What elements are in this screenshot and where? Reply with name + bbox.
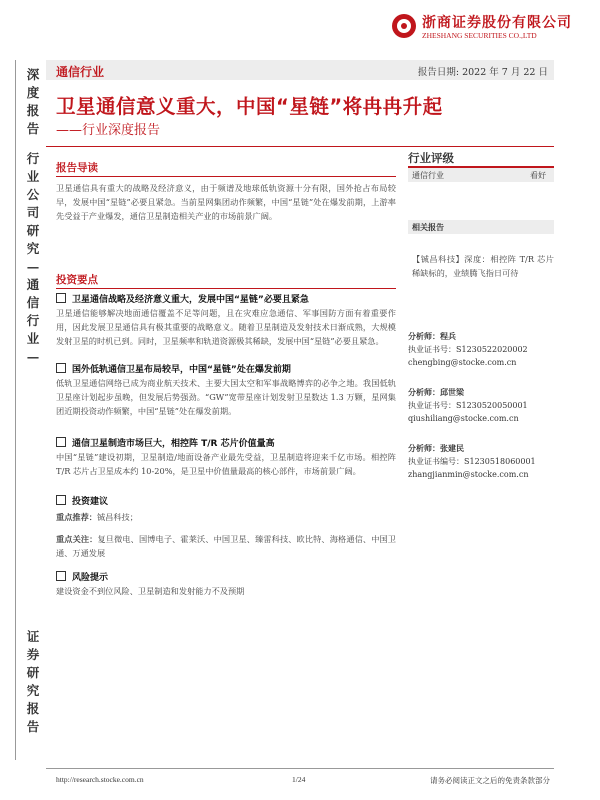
risk-text: 建设资金不到位风险、卫星制造和发射能力不及预期 bbox=[56, 586, 245, 596]
sidebar-char: 究 bbox=[26, 241, 40, 256]
company-name-en: ZHESHANG SECURITIES CO.,LTD bbox=[422, 31, 537, 40]
checkbox-icon bbox=[56, 293, 66, 303]
point-1-title-text: 卫星通信战略及经济意义重大，发展中国“星链”必要且紧急 bbox=[72, 295, 309, 305]
related-report-link[interactable]: 【铖昌科技】深度：相控阵 T/R 芯片稀缺标的，业绩腾飞指日可待 bbox=[412, 254, 554, 278]
point-4-title-text: 投资建议 bbox=[72, 497, 109, 507]
sidebar-char: 行 bbox=[26, 313, 40, 328]
sidebar-char: 业 bbox=[26, 169, 40, 184]
analyst-name-line bbox=[408, 442, 554, 455]
report-date: 报告日期: 2022 年 7 月 22 日 bbox=[417, 67, 548, 78]
analyst-email[interactable]: chengbing@stocke.com.cn bbox=[408, 358, 517, 367]
recommend-value: 铖昌科技； bbox=[96, 512, 138, 522]
analyst-cert: 执业证书编号：S1230518060001 bbox=[408, 457, 536, 466]
checkbox-icon bbox=[56, 571, 66, 581]
sidebar-char: 公 bbox=[26, 187, 40, 202]
recommend-label: 重点推荐： bbox=[56, 512, 97, 522]
sidebar-char: 信 bbox=[26, 295, 40, 310]
point-3-title-text: 通信卫星制造市场巨大，相控阵 T/R 芯片价值量高 bbox=[72, 439, 275, 449]
point-3-text: 中国“星链”建设初期，卫星制造/地面设备产业最先受益，卫星制造将迎来千亿市场。相控阵 T/R 芯片占卫星成本约 10-20%，是卫星中价值量最高的核心部件，市场前景广阔。 bbox=[56, 452, 396, 476]
company-logo-mark bbox=[392, 14, 416, 38]
sidebar-char: 证 bbox=[26, 629, 40, 644]
points-heading: 投资要点 bbox=[56, 274, 98, 286]
industry-label: 通信行业 bbox=[56, 65, 105, 79]
guide-heading: 报告导读 bbox=[56, 162, 98, 174]
report-subtitle: ——行业深度报告 bbox=[56, 123, 161, 138]
point-2-text: 低轨卫星通信网络已成为商业航天技术、主要大国太空和军事战略博弈的必争之地。我国低轨卫星座计划起步虽晚，但发展后势强劲。“GW”宽带星座计划发射卫星数达 1.3 万颗，星网集团近期投资动作频繁，中国“星链”处在爆发前期。 bbox=[56, 378, 396, 416]
sidebar-char: 究 bbox=[26, 683, 40, 698]
sidebar-char: 告 bbox=[26, 719, 40, 734]
sidebar-char: 告 bbox=[26, 121, 40, 136]
sidebar-char: — bbox=[26, 349, 40, 364]
analyst-cert: 执业证书号：S1230520050001 bbox=[408, 401, 528, 410]
title-divider bbox=[46, 146, 554, 147]
analyst-cert: 执业证书号：S1230522020002 bbox=[408, 345, 528, 354]
checkbox-icon bbox=[56, 363, 66, 373]
sidebar-char: 度 bbox=[26, 85, 40, 100]
analyst-label: 分析师： bbox=[408, 388, 440, 397]
sidebar-char: 通 bbox=[26, 277, 40, 292]
point-1-text: 卫星通信能够解决地面通信覆盖不足等问题，且在灾难应急通信、军事国防方面有着重要作用，因此发展卫星通信具有极其重要的战略意义。随着卫星制造及发射技术日渐成熟，大规模发射卫星的时机已到。同时，卫星频率和轨道资源极其稀缺，发展中国“星链”必要且紧急。 bbox=[56, 308, 396, 346]
analyst-card bbox=[408, 330, 554, 369]
report-title: 卫星通信意义重大，中国“星链”将冉冉升起 bbox=[56, 95, 443, 118]
page-number: 1/24 bbox=[292, 775, 306, 784]
related-heading: 相关报告 bbox=[412, 223, 444, 232]
sidebar-char: — bbox=[26, 259, 40, 274]
checkbox-icon bbox=[56, 437, 66, 447]
watch-value: 复旦微电、国博电子、霍莱沃、中国卫星、臻雷科技、欧比特、海格通信、中国卫通、万通发展 bbox=[56, 534, 396, 558]
sidebar-char: 报 bbox=[26, 701, 40, 716]
analyst-name: 张建民 bbox=[440, 444, 464, 453]
sidebar-char: 研 bbox=[26, 665, 40, 680]
sidebar-char: 券 bbox=[26, 647, 40, 662]
sidebar-char: 司 bbox=[26, 205, 40, 220]
guide-text: 卫星通信具有重大的战略及经济意义，由于频谱及地球低轨资源十分有限，国外抢占布局较早，发展中国“星链”必要且紧急。当前星网集团动作频繁，中国“星链”处在爆发前期，上游率先受益于产业爆发，通信卫星制造相关产业的市场前景广阔。 bbox=[56, 183, 396, 221]
point-4-title bbox=[56, 494, 108, 507]
risk-title bbox=[56, 570, 108, 583]
analyst-name-line bbox=[408, 330, 554, 343]
sidebar-divider bbox=[15, 60, 16, 760]
sidebar-char: 业 bbox=[26, 331, 40, 346]
analyst-card bbox=[408, 442, 554, 481]
footer-url[interactable]: http://research.stocke.com.cn bbox=[56, 775, 144, 784]
recommend-line bbox=[56, 510, 396, 524]
sidebar-report-type bbox=[22, 66, 44, 138]
sidebar-char: 深 bbox=[26, 67, 40, 82]
sidebar-char: 报 bbox=[26, 103, 40, 118]
guide-rule bbox=[56, 176, 396, 177]
watch-label: 重点关注： bbox=[56, 534, 98, 544]
point-2-title-text: 国外低轨通信卫星布局较早，中国“星链”处在爆发前期 bbox=[72, 365, 291, 375]
checkbox-icon bbox=[56, 495, 66, 505]
sidebar-securities-research bbox=[22, 628, 44, 736]
analyst-label: 分析师： bbox=[408, 332, 440, 341]
analyst-card bbox=[408, 386, 554, 425]
risk-title-text: 风险提示 bbox=[72, 573, 109, 583]
rating-industry: 通信行业 bbox=[412, 171, 444, 180]
point-3-title bbox=[56, 436, 275, 449]
analyst-label: 分析师： bbox=[408, 444, 440, 453]
rating-value: 看好 bbox=[530, 171, 546, 180]
sidebar-report-category bbox=[22, 150, 44, 366]
rating-heading: 行业评级 bbox=[408, 151, 454, 165]
sidebar-char: 行 bbox=[26, 151, 40, 166]
analyst-name: 邱世梁 bbox=[440, 388, 464, 397]
company-name-cn: 浙商证券股份有限公司 bbox=[422, 15, 572, 31]
footer-disclaimer: 请务必阅读正文之后的免责条款部分 bbox=[430, 776, 550, 785]
analyst-email[interactable]: qiushiliang@stocke.com.cn bbox=[408, 414, 519, 423]
analyst-name: 程兵 bbox=[440, 332, 456, 341]
analyst-name-line bbox=[408, 386, 554, 399]
points-rule bbox=[56, 288, 396, 289]
point-2-title bbox=[56, 362, 291, 375]
footer-rule bbox=[46, 768, 554, 769]
point-1-title bbox=[56, 292, 309, 305]
analyst-email[interactable]: zhangjianmin@stocke.com.cn bbox=[408, 470, 529, 479]
watch-line bbox=[56, 532, 396, 560]
sidebar-char: 研 bbox=[26, 223, 40, 238]
